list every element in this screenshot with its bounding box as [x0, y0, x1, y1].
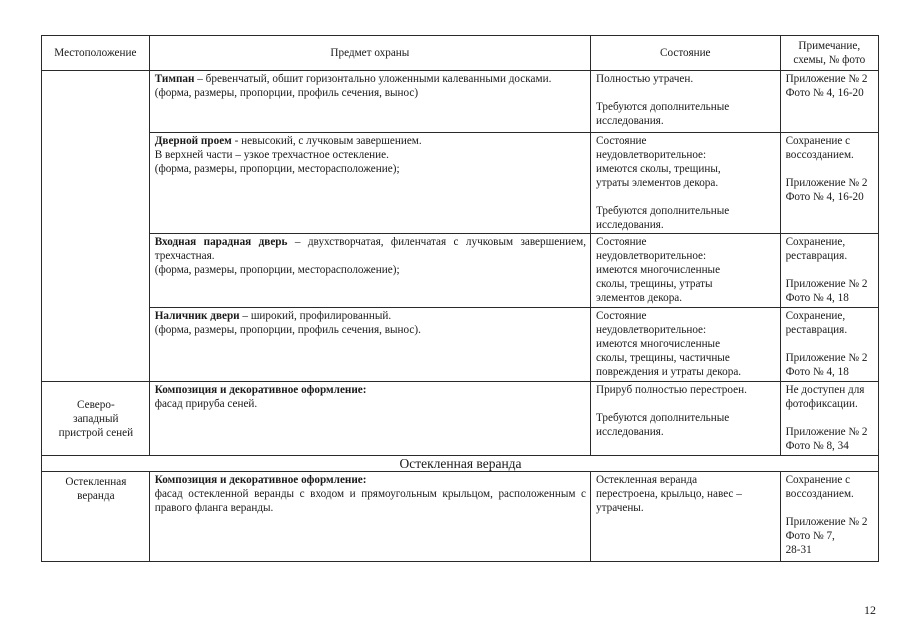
- section-row: [42, 456, 879, 472]
- subject-line: [155, 235, 586, 263]
- subject-cell: [149, 71, 590, 133]
- note-line: Фото № 8, 34: [785, 440, 849, 452]
- state-line: неудовлетворительное:: [596, 250, 707, 262]
- state-cell: [591, 472, 781, 562]
- state-line: Состояние: [596, 310, 647, 322]
- subject-line: [155, 134, 586, 148]
- state-line: сколы, трещины, утраты: [596, 278, 713, 290]
- note-gap: [786, 501, 874, 515]
- note-line: Приложение № 2: [785, 73, 868, 85]
- state-line: исследования.: [596, 219, 664, 231]
- location-cell: [42, 472, 150, 562]
- state-gap: [596, 86, 776, 100]
- state-line: сколы, трещины, частичные: [596, 352, 730, 364]
- protection-table: [41, 35, 879, 562]
- location-line: Северо-: [77, 399, 115, 411]
- table-row: [42, 472, 879, 562]
- note-line: воссозданием.: [785, 488, 854, 500]
- state-line: имеются многочисленные: [596, 338, 721, 350]
- subject-title: Наличник двери: [154, 310, 240, 322]
- subject-line: (форма, размеры, пропорции, профиль сечения, вынос): [154, 87, 419, 99]
- note-line: фотофиксации.: [785, 398, 858, 410]
- note-cell: [780, 308, 878, 382]
- note-line: Фото № 4, 16-20: [785, 87, 864, 99]
- table-row: [42, 133, 879, 234]
- table-row: [42, 71, 879, 133]
- subject-title: Входная парадная дверь: [154, 236, 288, 248]
- state-gap: [596, 397, 776, 411]
- note-line: реставрация.: [785, 324, 848, 336]
- note-line: 28-31: [785, 544, 812, 556]
- subject-line: (форма, размеры, пропорции, профиль сечения, вынос).: [154, 324, 421, 336]
- subject-line: (форма, размеры, пропорции, месторасположение);: [154, 163, 400, 175]
- subject-line: [155, 309, 586, 323]
- subject-description: – широкий, профилированный.: [239, 310, 392, 322]
- location-line: западный: [73, 413, 119, 425]
- note-gap: [786, 337, 874, 351]
- state-cell: [591, 71, 781, 133]
- subject-line: фасад прируба сеней.: [154, 398, 258, 410]
- note-line: Приложение № 2: [785, 278, 868, 290]
- note-line: Приложение № 2: [785, 516, 868, 528]
- note-line: Фото № 4, 18: [785, 292, 849, 304]
- subject-title: Дверной проем: [154, 135, 232, 147]
- note-cell: [780, 133, 878, 234]
- state-line: утраты элементов декора.: [596, 177, 719, 189]
- state-line: Остекленная веранда: [596, 474, 698, 486]
- state-line: утрачены.: [596, 502, 644, 514]
- header-note: [780, 36, 878, 71]
- state-gap: [596, 190, 776, 204]
- note-gap: [786, 263, 874, 277]
- header-state: Состояние: [591, 36, 781, 71]
- subject-cell: [149, 472, 590, 562]
- note-line: Сохранение,: [785, 236, 846, 248]
- subject-title: Композиция и декоративное оформление:: [154, 474, 367, 486]
- subject-line: (форма, размеры, пропорции, месторасположение);: [154, 264, 400, 276]
- note-line: Не доступен для: [785, 384, 865, 396]
- state-line: Требуются дополнительные: [596, 205, 730, 217]
- location-cell-empty: [42, 71, 150, 382]
- note-line: реставрация.: [785, 250, 848, 262]
- location-cell: [42, 382, 150, 456]
- note-line: Приложение № 2: [785, 426, 868, 438]
- state-line: Требуются дополнительные: [596, 101, 730, 113]
- state-line: исследования.: [596, 426, 664, 438]
- subject-description: – двухстворчатая, филенчатая с лучковым завершением, трехчастная.: [154, 236, 586, 262]
- state-line: Прируб полностью перестроен.: [596, 384, 747, 396]
- subject-title: Тимпан: [154, 73, 195, 85]
- subject-title: Композиция и декоративное оформление:: [154, 384, 367, 396]
- state-line: имеются многочисленные: [596, 264, 721, 276]
- table-row: [42, 308, 879, 382]
- state-cell: [591, 308, 781, 382]
- subject-line: [155, 72, 586, 86]
- note-line: Сохранение,: [785, 310, 846, 322]
- subject-line: фасад остекленной веранды с входом и прямоугольным крыльцом, расположенным с правого фланга веранды.: [154, 488, 586, 514]
- state-line: неудовлетворительное:: [596, 149, 707, 161]
- note-cell: [780, 472, 878, 562]
- location-line: веранда: [77, 490, 115, 502]
- subject-cell: [149, 234, 590, 308]
- note-cell: [780, 234, 878, 308]
- subject-description: – бревенчатый, обшит горизонтально уложенными калеванными досками.: [194, 73, 552, 85]
- note-line: Приложение № 2: [785, 177, 868, 189]
- state-line: Требуются дополнительные: [596, 412, 730, 424]
- header-note-line1: Примечание,: [798, 40, 861, 52]
- section-title: Остекленная веранда: [42, 456, 879, 472]
- table-header-row: [42, 36, 879, 71]
- location-line: Остекленная: [65, 476, 127, 488]
- header-subject: Предмет охраны: [149, 36, 590, 71]
- header-location: Местоположение: [42, 36, 150, 71]
- table-row: [42, 382, 879, 456]
- note-line: Приложение № 2: [785, 352, 868, 364]
- header-note-line2: схемы, № фото: [793, 54, 866, 66]
- state-line: Состояние: [596, 236, 647, 248]
- subject-line: В верхней части – узкое трехчастное остекление.: [154, 149, 389, 161]
- note-line: Фото № 7,: [785, 530, 835, 542]
- location-line: пристрой сеней: [58, 427, 134, 439]
- note-line: Фото № 4, 18: [785, 366, 849, 378]
- note-gap: [786, 411, 874, 425]
- state-cell: [591, 234, 781, 308]
- note-cell: [780, 382, 878, 456]
- subject-cell: [149, 308, 590, 382]
- subject-cell: [149, 133, 590, 234]
- note-cell: [780, 71, 878, 133]
- subject-cell: [149, 382, 590, 456]
- note-line: воссозданием.: [785, 149, 854, 161]
- note-line: Сохранение с: [785, 474, 851, 486]
- state-line: исследования.: [596, 115, 664, 127]
- page-number: 12: [864, 603, 876, 617]
- state-line: Полностью утрачен.: [596, 73, 694, 85]
- note-line: Сохранение с: [785, 135, 851, 147]
- state-line: перестроена, крыльцо, навес –: [596, 488, 742, 500]
- note-line: Фото № 4, 16-20: [785, 191, 864, 203]
- note-gap: [786, 162, 874, 176]
- state-line: имеются сколы, трещины,: [596, 163, 721, 175]
- state-cell: [591, 382, 781, 456]
- state-line: неудовлетворительное:: [596, 324, 707, 336]
- subject-description: - невысокий, с лучковым завершением.: [231, 135, 422, 147]
- state-line: повреждения и утраты декора.: [596, 366, 742, 378]
- state-line: элементов декора.: [596, 292, 683, 304]
- state-cell: [591, 133, 781, 234]
- table-row: [42, 234, 879, 308]
- state-line: Состояние: [596, 135, 647, 147]
